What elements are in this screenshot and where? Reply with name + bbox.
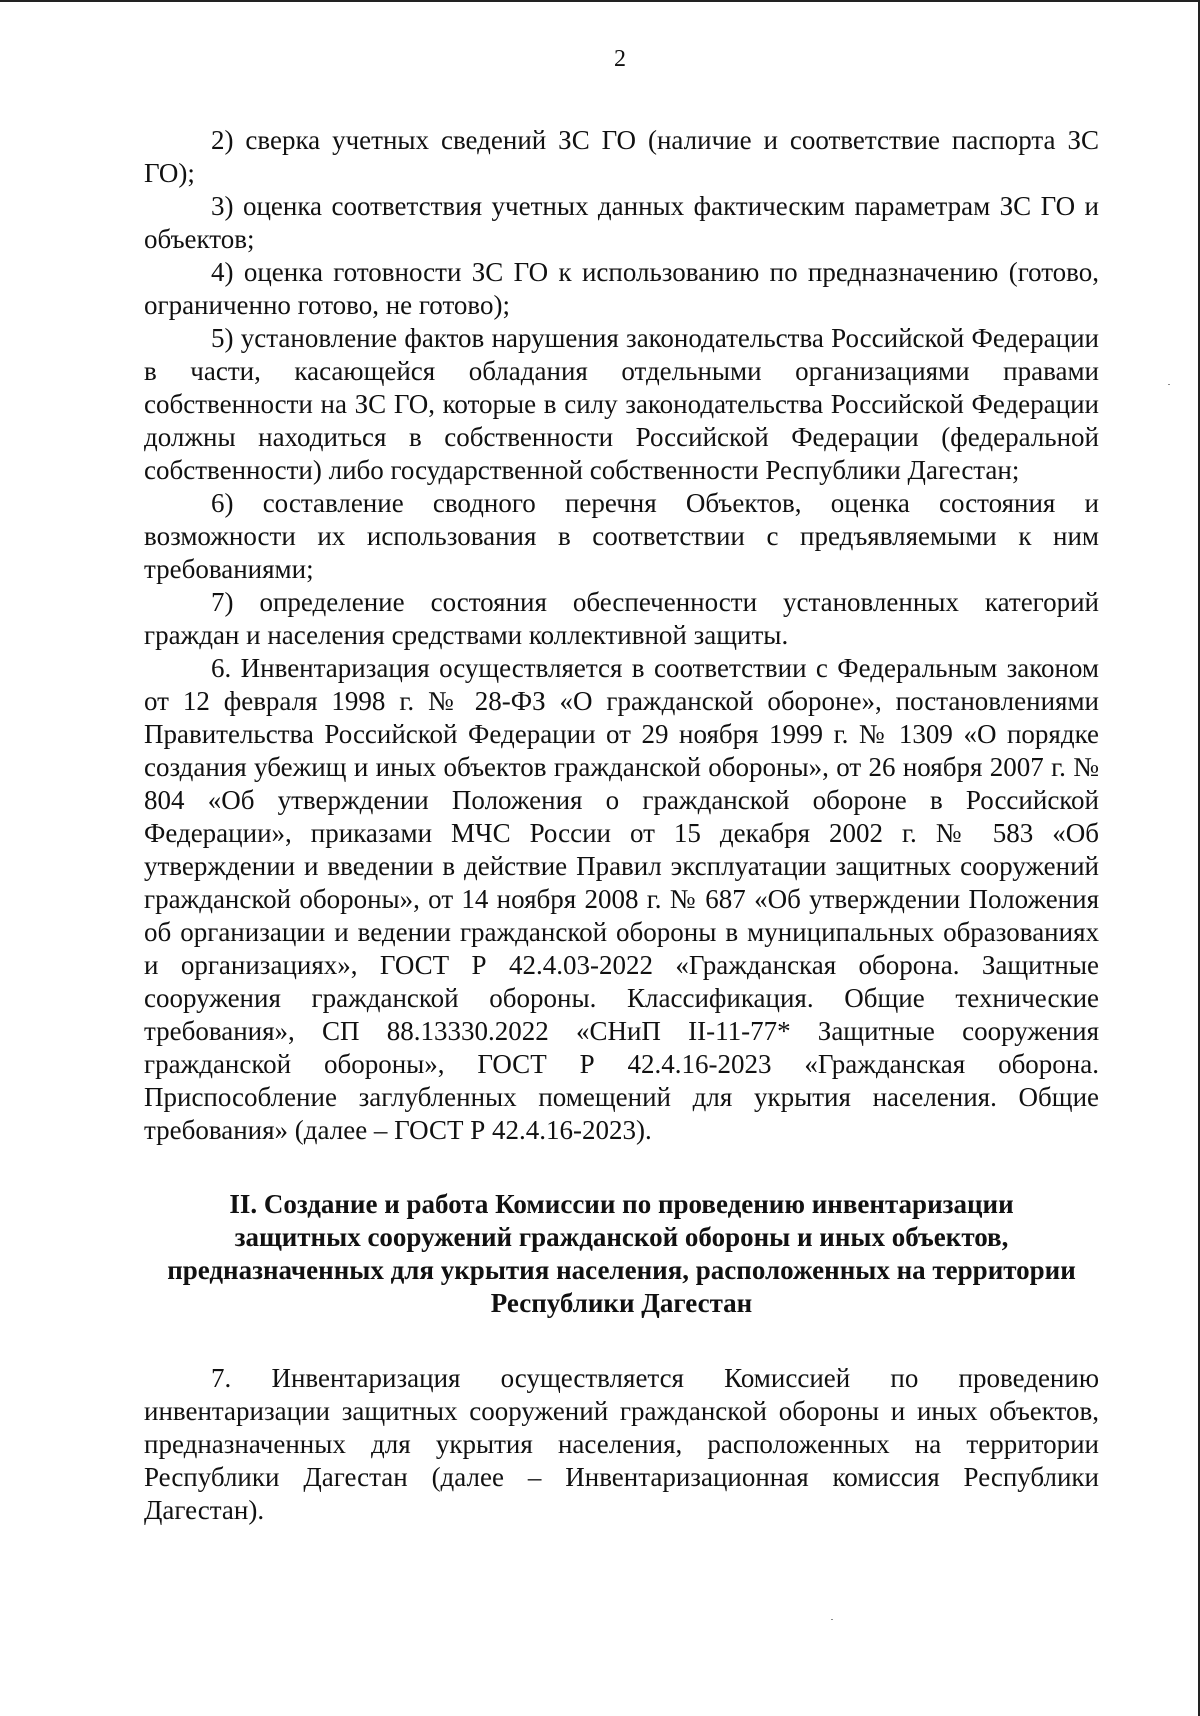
list-item-5: 5) установление фактов нарушения законодательства Российской Федерации в части, касающейся обладания отдельными организациями правами собственности на ЗС ГО, которые в силу законодательства Российской Федерации должны находиться в собственности Российской Федерации (федеральной собственности) либо государственной собственности Республики Дагестан;	[144, 323, 1099, 485]
clause-6: 6. Инвентаризация осуществляется в соответствии с Федеральным законом от 12 февраля 1998 г. № 28-ФЗ «О гражданской обороне», постановлениями Правительства Российской Федерации от 29 ноября 1999 г. № 1309 «О порядке создания убежищ и иных объектов гражданской обороны», от 26 ноября 2007 г. № 804 «Об утверждении Положения о гражданской обороне в Российской Федерации», приказами МЧС России от 15 декабря 2002 г. № 583 «Об утверждении и введении в действие Правил эксплуатации защитных сооружений гражданской обороны», от 14 ноября 2008 г. № 687 «Об утверждении Положения об организации и ведении гражданской обороны в муниципальных образованиях и организациях», ГОСТ Р 42.4.03-2022 «Гражданская оборона. Защитные сооружения гражданской обороны. Классификация. Общие технические требования», СП 88.13330.2022 «СНиП II-11-77* Защитные сооружения гражданской обороны», ГОСТ Р 42.4.16-2023 «Гражданская оборона. Приспособление заглубленных помещений для укрытия населения. Общие требования» (далее – ГОСТ Р 42.4.16-2023).	[144, 653, 1099, 1145]
document-body	[144, 124, 1099, 1527]
list-item-2: 2) сверка учетных сведений ЗС ГО (наличие и соответствие паспорта ЗС ГО);	[144, 125, 1099, 188]
list-item-7: 7) определение состояния обеспеченности установленных категорий граждан и населения средствами коллективной защиты.	[144, 587, 1099, 650]
list-item-3: 3) оценка соответствия учетных данных фактическим параметрам ЗС ГО и объектов;	[144, 191, 1099, 254]
clause-7: 7. Инвентаризация осуществляется Комиссией по проведению инвентаризации защитных сооружений гражданской обороны и иных объектов, предназначенных для укрытия населения, расположенных на территории Республики Дагестан (далее – Инвентаризационная комиссия Республики Дагестан).	[144, 1363, 1099, 1525]
page-number: 2	[614, 46, 626, 72]
list-item-6: 6) составление сводного перечня Объектов, оценка состояния и возможности их использования в соответствии с предъявляемыми к ним требованиями;	[144, 488, 1099, 584]
scan-speck	[831, 1619, 833, 1620]
list-item-4: 4) оценка готовности ЗС ГО к использованию по предназначению (готово, ограниченно готово, не готово);	[144, 257, 1099, 320]
section-heading: II. Создание и работа Комиссии по проведению инвентаризации защитных сооружений гражданской обороны и иных объектов, предназначенных для укрытия населения, расположенных на территории Республики Дагестан	[167, 1189, 1076, 1318]
scan-speck	[1168, 384, 1170, 385]
